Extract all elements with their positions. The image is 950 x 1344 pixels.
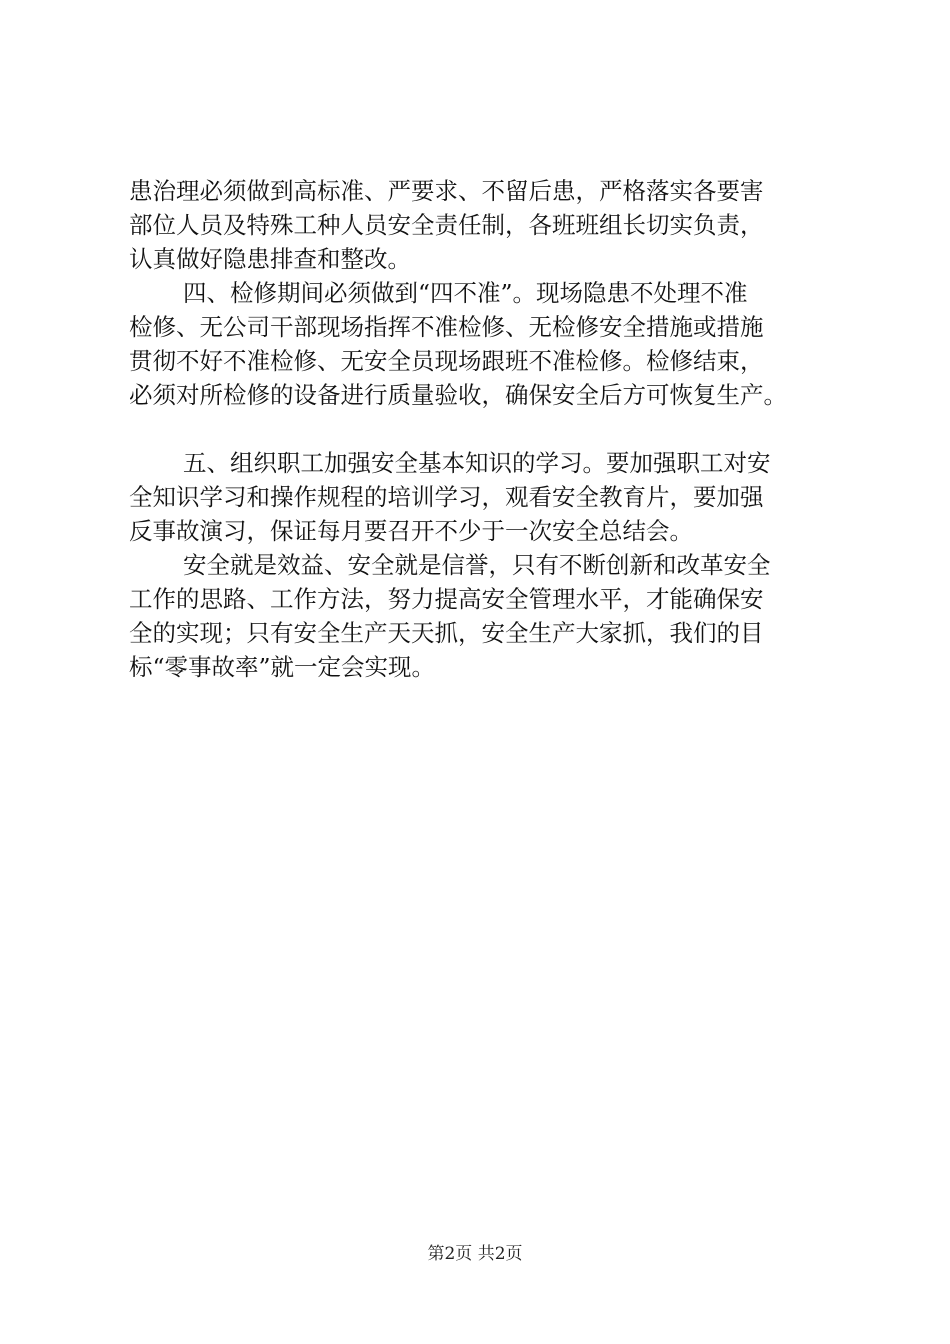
text-line: 必须对所检修的设备进行质量验收，确保安全后方可恢复生产。 bbox=[129, 381, 787, 409]
text-line: 全的实现；只有安全生产天天抓，安全生产大家抓，我们的目 bbox=[129, 619, 764, 647]
text-line: 部位人员及特殊工种人员安全责任制，各班班组长切实负责， bbox=[129, 211, 764, 239]
paragraph-spacer bbox=[129, 412, 829, 446]
text-line: 贯彻不好不准检修、无安全员现场跟班不准检修。检修结束， bbox=[129, 347, 764, 375]
text-line: 反事故演习，保证每月要召开不少于一次安全总结会。 bbox=[129, 517, 693, 545]
conclusion-first-line: 安全就是效益、安全就是信誉，只有不断创新和改革安全 bbox=[183, 551, 771, 579]
text-line: 检修、无公司干部现场指挥不准检修、无检修安全措施或措施 bbox=[129, 313, 764, 341]
text-line: 全知识学习和操作规程的培训学习，观看安全教育片，要加强 bbox=[129, 483, 764, 511]
text-line: 标“零事故率”就一定会实现。 bbox=[129, 653, 436, 681]
text-line: 患治理必须做到高标准、严要求、不留后患，严格落实各要害 bbox=[129, 177, 764, 205]
text-line: 工作的思路、工作方法，努力提高安全管理水平，才能确保安 bbox=[129, 585, 764, 613]
page-footer: 第2页 共2页 bbox=[427, 1244, 523, 1264]
paragraph-four-first-line: 四、检修期间必须做到“四不准”。现场隐患不处理不准 bbox=[183, 279, 748, 307]
text-line: 认真做好隐患排查和整改。 bbox=[129, 245, 411, 273]
document-body bbox=[129, 174, 829, 684]
paragraph-five-first-line: 五、组织职工加强安全基本知识的学习。要加强职工对安 bbox=[183, 449, 771, 477]
